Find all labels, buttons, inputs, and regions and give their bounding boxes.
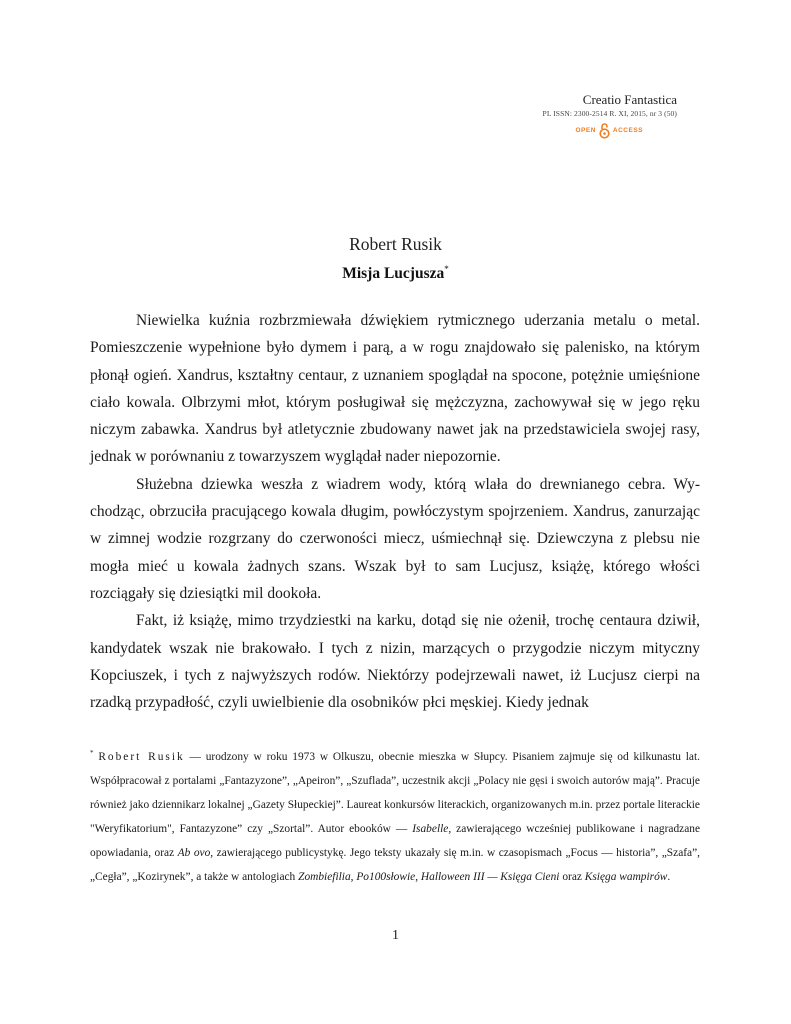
open-access-lock-icon — [599, 122, 610, 139]
paragraph: Niewielka kuźnia rozbrzmiewała dźwiękiem rytmicznego uderzania metalu o metal. Pomieszczenie wypełnione było dymem i parą, a w rogu znajdowało się palenisko, na którym płonął ogień. Xandrus, kształtny centaur, z uznaniem spoglądał na spocone, potężnie umięśnione ciało kowala. Olbrzymi młot, którym posługiwał się mężczyzna, zachowywał się w jego ręku niczym zabawka. Xandrus był atletycznie zbudowany nawet jak na przedstawiciela swojej rasy, jednak w porównaniu z towarzyszem wyglądał nader niepozornie. — [90, 312, 700, 466]
footnote-text: . — [667, 870, 671, 883]
footnote-reference: * — [444, 264, 449, 274]
open-label: OPEN — [575, 127, 596, 134]
footnote-text: , zawierającego publicystykę. Jego teksty ukazały się m.in. w czasopismach „Focus — historia”, „Szafa”, „Cegła”, „Kozirynek”, a także w antologiach — [90, 846, 701, 883]
footnote-title: Ab ovo — [177, 846, 211, 859]
footnote-title: Po100słowie — [356, 870, 416, 883]
footnote-text: , — [415, 870, 421, 883]
footnote-mark: * — [90, 749, 94, 757]
article-body — [90, 307, 700, 716]
footnote-title: Isabelle — [412, 822, 449, 835]
footnote-title: Zombiefilia — [298, 870, 351, 883]
footnote-author-name: Robert Rusik — [98, 750, 185, 763]
article-title — [0, 264, 791, 283]
journal-issn: PL ISSN: 2300-2514 R. XI, 2015, nr 3 (50) — [542, 109, 677, 118]
access-label: ACCESS — [612, 127, 643, 134]
footnote-text: , zawierającego wcześniej publikowane i nagradzane opowiadania, oraz — [90, 822, 700, 859]
footnote-text: oraz — [559, 870, 585, 883]
author-name: Robert Rusik — [349, 234, 442, 254]
paragraph: Służebna dziewka weszła z wiadrem wody, którą wlała do drewnianego cebra. Wychodząc, obrzuciła pracującego kowala długim, powłóczystym spojrzeniem. Xandrus, zanurzając w zimnej wodzie rozgrzany do czerwoności miecz, uśmiechnął się. Dziewczyna z plebsu nie mogła mieć u kowala żadnych szans. Wszak był to sam Lucjusz, książę, którego włości rozciągały się dziesiątki mil dookoła. — [90, 475, 700, 602]
footnote-title: Halloween III — Księga Cieni — [420, 870, 560, 883]
page-number: 1 — [392, 928, 399, 943]
journal-name: Creatio Fantastica — [582, 92, 677, 107]
paragraph: Fakt, iż książę, mimo trzydziestki na karku, dotąd się nie ożenił, trochę centaura dziwił, kandydatek wszak nie brakowało. I tych z nizin, marzących o przygodzie niczym mityczny Kopciuszek, i tych z najwyższych rodów. Niektórzy podejrzewali nawet, iż Lucjusz cierpi na rzadką przypadłość, czyli uwielbienie dla osobników płci męskiej. Kiedy jednak — [90, 612, 700, 712]
journal-header — [543, 92, 677, 139]
footnote-title: Księga wampirów — [584, 870, 668, 883]
footnote-text: , — [350, 870, 357, 883]
author-footnote — [90, 741, 700, 889]
open-access-badge — [575, 122, 643, 139]
footnote-text: — urodzony w roku 1973 w Olkuszu, obecnie mieszka w Słupcy. Pisaniem zajmuje się od kilkunastu lat. Współpracował z portalami „Fantazyzone”, „Apeiron”, „Szuflada”, uczestnik akcji „Polacy nie gęsi i swoich autorów mają”. Pracuje również jako dziennikarz lokalnej „Gazety Słupeckiej”. Laureat konkursów literackich, organizowanych m.in. przez portale literackie "Weryfikatorium", Fantazyzone” czy „Szortal”. Autor ebooków — — [90, 750, 701, 835]
article-title-text: Misja Lucjusza — [342, 265, 445, 283]
